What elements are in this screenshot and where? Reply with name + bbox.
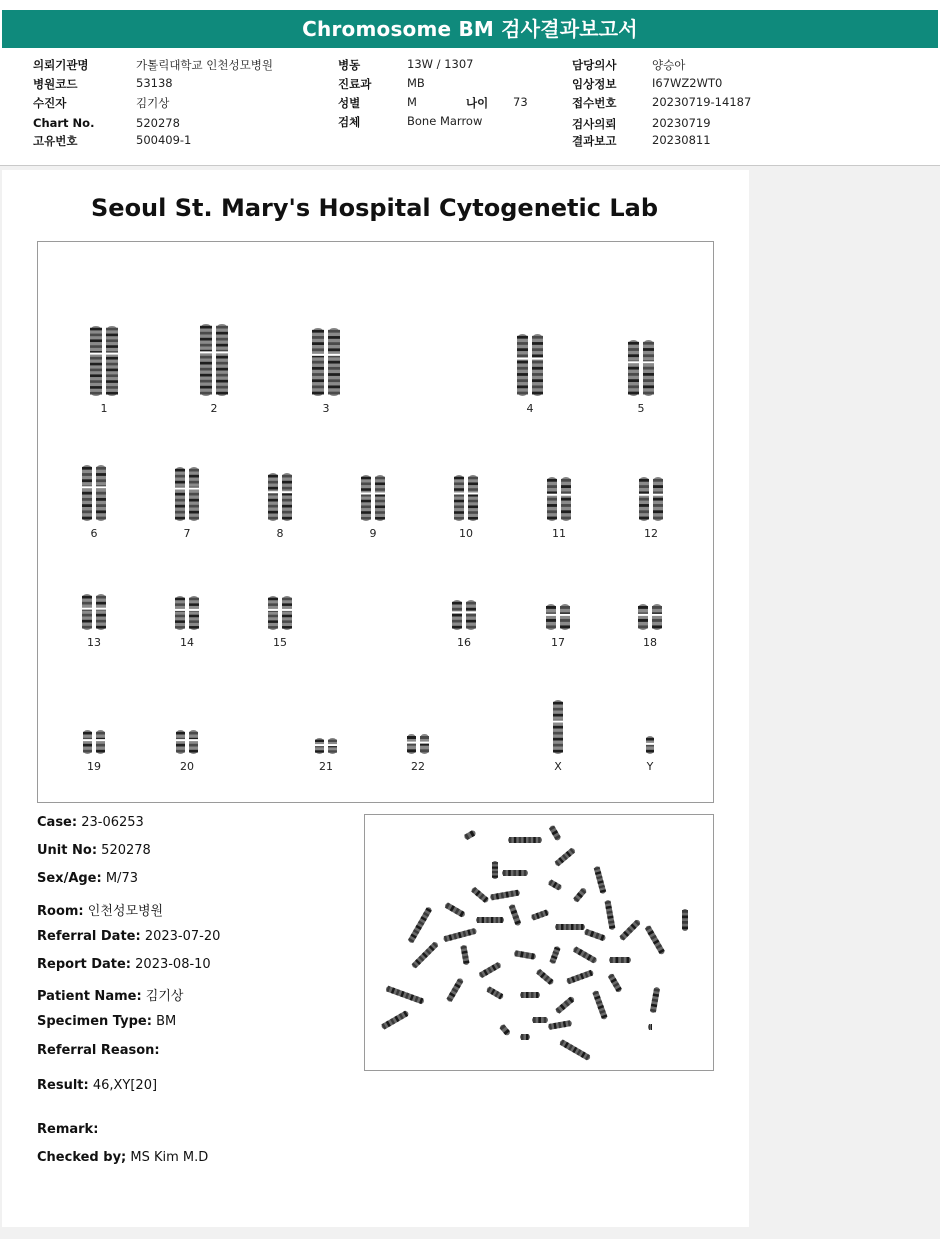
detail-report-date [37,957,211,972]
chromosome-12-pair [637,475,665,523]
chromosome-20-homolog [189,730,199,754]
metaphase-chromosome [502,870,528,876]
metaphase-chromosome [592,990,608,1020]
metaphase-chromosome [499,1023,511,1036]
chromosome-7-pair [173,465,201,523]
metaphase-chromosome [490,889,521,900]
info-label-age: 나이 [466,96,489,110]
metaphase-chromosome [520,1034,530,1040]
chromosome-label-2: 2 [210,402,218,415]
metaphase-chromosome [593,866,606,895]
info-label-patient: 수진자 [33,96,67,110]
detail-referral-date-value: 2023-07-20 [144,929,221,944]
chromosome-x-homolog [553,700,564,754]
chromosome-label-3: 3 [322,402,330,415]
karyogram-panel [37,241,714,803]
info-label-department: 진료과 [338,77,372,91]
chromosome-19-homolog [96,730,106,754]
chromosome-1-pair [88,324,120,398]
info-label-report-date: 결과보고 [572,134,617,148]
metaphase-chromosome [554,847,576,867]
chromosome-label-13: 13 [87,636,101,649]
chromosome-8-pair [266,471,294,523]
chromosome-10-homolog [468,475,479,521]
detail-patient-name-value: 김기상 [145,989,184,1004]
chromosome-label-9: 9 [369,527,377,540]
detail-result-label: Result: [37,1078,89,1093]
chromosome-label-5: 5 [637,402,645,415]
detail-referral-reason [37,1043,160,1058]
detail-result-value: 46,XY[20] [92,1078,158,1093]
metaphase-chromosome [460,945,469,966]
detail-referral-date [37,929,220,944]
info-value-chart-no: 520278 [136,116,180,130]
metaphase-chromosome [604,900,615,931]
chromosome-19-pair [81,728,107,756]
detail-referral-reason-label: Referral Reason: [37,1043,160,1058]
chromosome-label-15: 15 [273,636,287,649]
chromosome-12-homolog [639,477,650,521]
info-value-ward: 13W / 1307 [407,57,474,71]
patient-info-grid [0,55,940,155]
metaphase-chromosome [381,1010,410,1030]
metaphase-chromosome [532,1017,548,1023]
chromosome-label-y: Y [646,760,654,773]
chromosome-3-pair [310,326,342,398]
lab-title: Seoul St. Mary's Hospital Cytogenetic Lab [91,194,658,222]
chromosome-17-homolog [546,604,557,630]
info-value-unique-no: 500409-1 [136,133,192,147]
chromosome-13-homolog [82,594,93,630]
detail-remark-label: Remark: [37,1122,99,1137]
info-label-specimen: 검체 [338,115,361,129]
chromosome-label-16: 16 [457,636,471,649]
chromosome-label-12: 12 [644,527,658,540]
info-value-patient: 김기상 [136,96,170,110]
chromosome-8-homolog [282,473,293,521]
metaphase-chromosome [648,1024,652,1030]
chromosome-label-10: 10 [459,527,473,540]
chromosome-17-pair [544,602,572,632]
metaphase-chromosome [514,950,537,960]
chromosome-6-homolog [82,465,93,521]
metaphase-chromosome [682,909,688,931]
metaphase-chromosome [407,906,432,944]
metaphase-chromosome [531,909,550,921]
detail-checked-by [37,1150,208,1165]
chromosome-20-pair [174,728,200,756]
detail-case-label: Case: [37,815,78,830]
info-value-receipt-no: 20230719-14187 [652,95,752,109]
chromosome-label-8: 8 [276,527,284,540]
metaphase-chromosome [443,928,477,943]
info-value-sex: M [407,95,417,109]
detail-sexage-value: M/73 [105,871,138,886]
chromosome-label-6: 6 [90,527,98,540]
detail-sexage-label: Sex/Age: [37,871,102,886]
info-value-request-date: 20230719 [652,116,711,130]
detail-checked-by-label: Checked by; [37,1150,127,1165]
chromosome-9-pair [359,473,387,523]
info-value-report-date: 20230811 [652,133,711,147]
info-value-doctor: 양승아 [652,58,686,72]
info-value-age: 73 [513,95,528,109]
info-value-hospital-code: 53138 [136,76,173,90]
info-label-ward: 병동 [338,58,361,72]
chromosome-20-homolog [176,730,186,754]
chromosome-6-homolog [96,465,107,521]
metaphase-chromosome [607,973,622,993]
chromosome-21-homolog [315,738,325,754]
chromosome-18-pair [636,602,664,632]
metaphase-chromosome [463,829,476,840]
metaphase-chromosome [573,887,588,903]
chromosome-6-pair [80,463,108,523]
detail-specimen [37,1014,176,1029]
metaphase-chromosome [559,1039,591,1061]
detail-case [37,815,144,830]
detail-checked-by-value: MS Kim M.D [130,1150,209,1165]
chromosome-21-pair [313,736,339,756]
chromosome-1-homolog [90,326,103,396]
metaphase-chromosome [508,904,521,927]
metaphase-chromosome [549,946,561,965]
detail-specimen-label: Specimen Type: [37,1014,152,1029]
chromosome-label-20: 20 [180,760,194,773]
detail-patient-name [37,985,183,1004]
chromosome-2-pair [198,322,230,398]
chromosome-11-homolog [547,477,558,521]
metaphase-chromosome [555,996,576,1015]
detail-unit-label: Unit No: [37,843,98,858]
chromosome-16-homolog [452,600,463,630]
metaphase-chromosome [547,879,562,891]
chromosome-22-homolog [420,734,430,754]
detail-report-date-label: Report Date: [37,957,132,972]
chromosome-3-homolog [328,328,341,396]
chromosome-19-homolog [83,730,93,754]
metaphase-spread-image [364,814,714,1071]
metaphase-chromosome [566,969,594,984]
detail-result [37,1078,157,1093]
detail-patient-name-label: Patient Name: [37,989,142,1004]
chromosome-5-homolog [628,340,640,396]
chromosome-4-homolog [517,334,529,396]
chromosome-5-pair [626,338,656,398]
info-label-clinical-info: 임상정보 [572,77,617,91]
detail-remark [37,1122,98,1137]
metaphase-chromosome [572,946,598,964]
metaphase-spread-svg [365,815,714,1071]
metaphase-chromosome [476,917,504,923]
detail-unit-value: 520278 [101,843,151,858]
chromosome-3-homolog [312,328,325,396]
chromosome-14-homolog [189,596,200,630]
metaphase-chromosome [619,919,642,942]
chromosome-15-pair [266,594,294,632]
metaphase-chromosome [444,902,466,918]
chromosome-label-x: X [554,760,562,773]
chromosome-4-pair [515,332,545,398]
chromosome-15-homolog [282,596,293,630]
chromosome-9-homolog [361,475,372,521]
chromosome-10-pair [452,473,480,523]
detail-report-date-value: 2023-08-10 [135,957,211,972]
metaphase-chromosome [508,837,542,843]
info-label-hospital-code: 병원코드 [33,77,78,91]
chromosome-11-homolog [561,477,572,521]
chromosome-7-homolog [175,467,186,521]
chromosome-11-pair [545,475,573,523]
chromosome-y-pair [644,734,656,756]
detail-room [37,900,163,919]
info-label-request-date: 검사의뢰 [572,117,617,131]
chromosome-17-homolog [560,604,571,630]
chromosome-label-19: 19 [87,760,101,773]
chromosome-label-11: 11 [552,527,566,540]
detail-unit [37,843,151,858]
metaphase-chromosome [520,992,540,998]
metaphase-chromosome [584,928,607,941]
metaphase-chromosome [609,957,631,963]
detail-room-label: Room: [37,904,84,919]
chromosome-2-homolog [200,324,213,396]
info-label-chart-no: Chart No. [33,116,95,130]
detail-room-value: 인천성모병원 [87,904,164,919]
chromosome-y-homolog [646,736,655,754]
detail-specimen-value: BM [156,1014,177,1029]
detail-case-value: 23-06253 [81,815,144,830]
chromosome-8-homolog [268,473,279,521]
chromosome-18-homolog [652,604,663,630]
report-title: Chromosome BM 검사결과보고서 [2,10,938,48]
chromosome-label-18: 18 [643,636,657,649]
chromosome-label-14: 14 [180,636,194,649]
metaphase-chromosome [385,985,425,1004]
metaphase-chromosome [548,1020,573,1030]
chromosome-7-homolog [189,467,200,521]
info-value-department: MB [407,76,425,90]
chromosome-21-homolog [328,738,338,754]
metaphase-chromosome [486,986,505,1000]
info-value-institution: 가톨릭대학교 인천성모병원 [136,58,273,72]
chromosome-label-22: 22 [411,760,425,773]
info-value-specimen: Bone Marrow [407,114,483,128]
metaphase-chromosome [555,924,585,930]
chromosome-13-homolog [96,594,107,630]
chromosome-label-4: 4 [526,402,534,415]
chromosome-18-homolog [638,604,649,630]
chromosome-10-homolog [454,475,465,521]
metaphase-chromosome [644,925,665,956]
metaphase-chromosome [446,977,464,1003]
chromosome-22-homolog [407,734,417,754]
chromosome-label-7: 7 [183,527,191,540]
chromosome-label-21: 21 [319,760,333,773]
report-page [2,170,749,1227]
metaphase-chromosome [470,886,489,903]
chromosome-14-pair [173,594,201,632]
info-label-unique-no: 고유번호 [33,134,78,148]
detail-referral-date-label: Referral Date: [37,929,141,944]
chromosome-16-homolog [466,600,477,630]
metaphase-chromosome [411,941,439,969]
detail-sexage [37,871,138,886]
info-label-institution: 의뢰기관명 [33,58,89,72]
chromosome-label-1: 1 [100,402,108,415]
info-value-clinical-info: I67WZ2WT0 [652,76,723,90]
chromosome-14-homolog [175,596,186,630]
chromosome-x-pair [551,698,565,756]
chromosome-16-pair [450,598,478,632]
chromosome-13-pair [80,592,108,632]
metaphase-chromosome [650,987,660,1014]
info-label-doctor: 담당의사 [572,58,617,72]
chromosome-9-homolog [375,475,386,521]
chromosome-2-homolog [216,324,229,396]
info-label-receipt-no: 접수번호 [572,96,617,110]
info-label-sex: 성별 [338,96,361,110]
chromosome-5-homolog [643,340,655,396]
report-header [0,0,940,166]
chromosome-4-homolog [532,334,544,396]
metaphase-chromosome [478,961,502,978]
chromosome-label-17: 17 [551,636,565,649]
chromosome-22-pair [405,732,431,756]
chromosome-1-homolog [106,326,119,396]
metaphase-chromosome [548,825,561,842]
metaphase-chromosome [492,861,498,879]
chromosome-15-homolog [268,596,279,630]
metaphase-chromosome [535,968,554,985]
chromosome-12-homolog [653,477,664,521]
